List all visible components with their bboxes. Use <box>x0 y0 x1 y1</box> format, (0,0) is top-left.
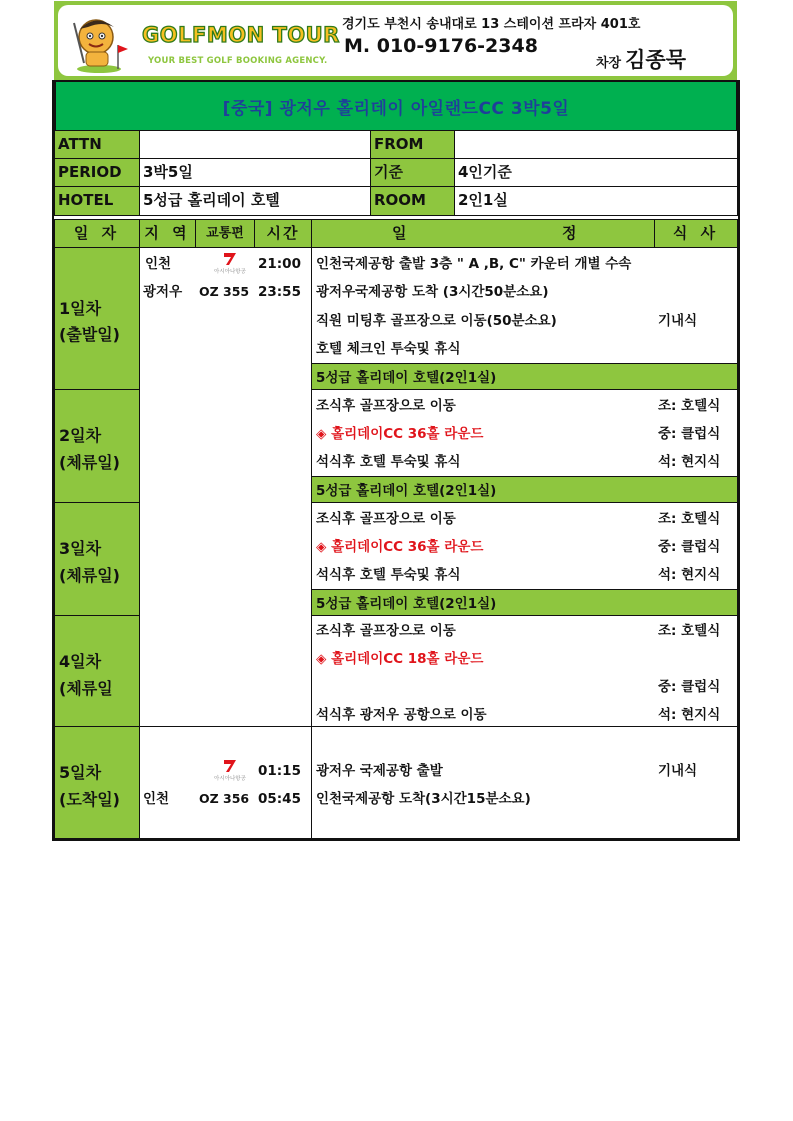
day-2-cell <box>54 389 140 503</box>
company-header <box>54 1 737 80</box>
period-value: 3박5일 <box>139 158 371 187</box>
day-1-meal-3: 기내식 <box>658 313 698 329</box>
day-2-meal-2: 중: 클럽식 <box>658 426 721 442</box>
company-tagline: YOUR BEST GOLF BOOKING AGENCY. <box>148 56 328 66</box>
header-itinerary-1: 일 <box>392 224 411 242</box>
day-4-cell <box>54 615 140 727</box>
attn-value <box>139 130 371 159</box>
day-3-round: ◈ 홀리데이CC 36홀 라운드 <box>316 539 484 555</box>
day-5-sublabel: (도착일) <box>59 790 120 809</box>
day-5-row-1: 광저우 국제공항 출발 <box>316 763 443 779</box>
day-2-meal-3: 석: 현지식 <box>658 454 721 470</box>
day-4-row-1: 조식후 골프장으로 이동 <box>316 623 456 639</box>
day-1-transport-block <box>139 247 312 390</box>
basis-value: 4인기준 <box>454 158 738 187</box>
day-4-label: 4일차 <box>59 652 102 671</box>
day-4-meal-4: 석: 현지식 <box>658 707 721 723</box>
header-time: 시간 <box>254 219 312 248</box>
day-4-meal-1: 조: 호텔식 <box>658 623 721 639</box>
day-5-transport-block <box>139 726 312 839</box>
company-phone: M. 010-9176-2348 <box>344 35 538 57</box>
period-label: PERIOD <box>54 158 140 187</box>
manager-contact <box>596 44 686 74</box>
day-3-itinerary <box>311 502 738 616</box>
day-2-row-1: 조식후 골프장으로 이동 <box>316 398 456 414</box>
day-1-hotel-bar <box>312 363 737 390</box>
day-1-sublabel: (출발일) <box>59 325 120 344</box>
day-4-itinerary <box>311 615 738 727</box>
day-3-meal-1: 조: 호텔식 <box>658 511 721 527</box>
day-1-hotel: 5성급 홀리데이 호텔(2인1실) <box>316 370 497 386</box>
from-value <box>454 130 738 159</box>
room-label: ROOM <box>370 186 455 216</box>
header-meal: 식 사 <box>654 219 738 248</box>
document-title: [중국] 광저우 홀리데이 아일랜드CC 3박5일 <box>222 99 570 119</box>
day-1-region-2: 광저우 <box>143 284 183 300</box>
attn-label: ATTN <box>54 130 140 159</box>
day-1-itinerary <box>311 247 738 390</box>
day-2-row-3: 석식후 호텔 투숙및 휴식 <box>316 454 461 470</box>
hotel-value: 5성급 홀리데이 호텔 <box>139 186 371 216</box>
day-5-region-2: 인천 <box>143 791 170 807</box>
day-2-sublabel: (체류일) <box>59 453 120 472</box>
asiana-logo-icon <box>210 250 250 276</box>
header-itinerary <box>311 219 655 248</box>
stay-days-transport-block <box>139 389 312 727</box>
day-1-region-1: 인천 <box>145 256 172 272</box>
day-1-row-4: 호텔 체크인 투숙및 휴식 <box>316 341 461 357</box>
basis-label: 기준 <box>370 158 455 187</box>
day-4-meal-2: 중: 클럽식 <box>658 679 721 695</box>
day-2-label: 2일차 <box>59 426 102 445</box>
header-itinerary-2: 정 <box>562 224 581 242</box>
day-3-label: 3일차 <box>59 539 102 558</box>
day-1-flight-number: OZ 355 <box>199 284 250 299</box>
day-3-hotel-bar <box>312 589 737 616</box>
manager-name: 김종묵 <box>625 48 686 72</box>
company-address: 경기도 부천시 송내대로 13 스테이션 프라자 401호 <box>342 17 641 32</box>
day-3-hotel: 5성급 홀리데이 호텔(2인1실) <box>316 596 497 612</box>
day-5-time-2: 05:45 <box>258 791 301 807</box>
day-5-row-2: 인천국제공항 도착(3시간15분소요) <box>316 791 531 807</box>
day-1-time-1: 21:00 <box>258 256 301 272</box>
header-region: 지 역 <box>139 219 196 248</box>
day-4-round: ◈ 홀리데이CC 18홀 라운드 <box>316 651 484 667</box>
golf-mascot-icon <box>66 11 132 75</box>
day-2-hotel: 5성급 홀리데이 호텔(2인1실) <box>316 483 497 499</box>
day-4-sublabel: (체류일 <box>59 679 113 698</box>
day-5-cell <box>54 726 140 839</box>
day-5-meal-1: 기내식 <box>658 763 698 779</box>
day-1-cell <box>54 247 140 390</box>
room-value: 2인1실 <box>454 186 738 216</box>
header-transport: 교통편 <box>195 219 255 248</box>
header-date: 일 자 <box>54 219 140 248</box>
day-1-row-2: 광저우국제공항 도착 (3시간50분소요) <box>316 284 549 300</box>
day-3-row-3: 석식후 호텔 투숙및 휴식 <box>316 567 461 583</box>
day-1-row-1: 인천국제공항 출발 3층 " A ,B, C" 카운터 개별 수속 <box>316 256 632 272</box>
day-5-time-1: 01:15 <box>258 763 301 779</box>
from-label: FROM <box>370 130 455 159</box>
day-5-itinerary <box>311 726 738 839</box>
day-3-cell <box>54 502 140 616</box>
company-header-panel <box>58 5 733 76</box>
day-1-label: 1일차 <box>59 299 102 318</box>
manager-position: 차장 <box>596 56 622 71</box>
day-1-time-2: 23:55 <box>258 284 301 300</box>
day-2-round: ◈ 홀리데이CC 36홀 라운드 <box>316 426 484 442</box>
day-3-row-1: 조식후 골프장으로 이동 <box>316 511 456 527</box>
hotel-label: HOTEL <box>54 186 140 216</box>
company-logo: GOLFMON TOUR <box>142 23 340 47</box>
asiana-logo-icon <box>210 757 250 783</box>
title-band <box>54 80 738 130</box>
day-2-hotel-bar <box>312 476 737 503</box>
day-3-meal-3: 석: 현지식 <box>658 567 721 583</box>
day-1-row-3: 직원 미팅후 골프장으로 이동(50분소요) <box>316 313 557 329</box>
airline-name: 아시아나항공 <box>214 269 246 275</box>
day-3-meal-2: 중: 클럽식 <box>658 539 721 555</box>
airline-name: 아시아나항공 <box>214 776 246 782</box>
day-2-meal-1: 조: 호텔식 <box>658 398 721 414</box>
day-4-row-4: 석식후 광저우 공항으로 이동 <box>316 707 487 723</box>
day-2-itinerary <box>311 389 738 503</box>
day-3-sublabel: (체류일) <box>59 566 120 585</box>
day-5-flight-number: OZ 356 <box>199 791 250 806</box>
day-5-label: 5일차 <box>59 763 102 782</box>
